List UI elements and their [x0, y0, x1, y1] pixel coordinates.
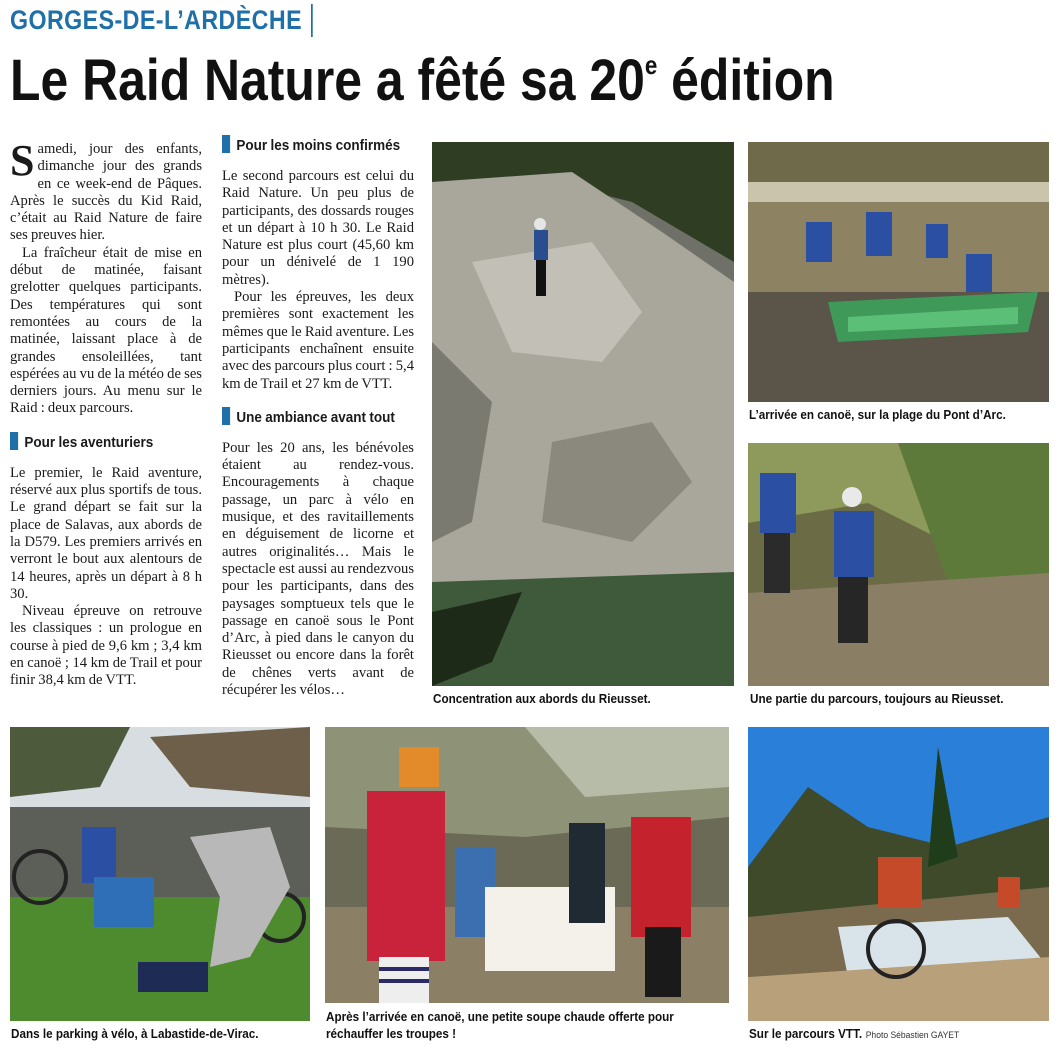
- photo-credit: Photo Sébastien GAYET: [865, 1030, 960, 1041]
- paragraph: Le second parcours est celui du Raid Nature. Un peu plus de participants, des dossards rouges et un départ à 10 h 30. Le Raid Nature est plus court (45,60 km pour un dénivelé de 1 190 mètres).: [222, 168, 414, 288]
- paragraph: Niveau épreuve on retrouve les classiques : un prologue en course à pied de 9,6 km ; 3,4 km en canoë ; 14 km de Trail et pour finir 38,4 km de VTT.: [10, 603, 202, 689]
- paragraph: Le premier, le Raid aventure, réservé aux plus sportifs de tous. Le grand départ se fait sur la place de Salavas, aux abords de la D579. Les premiers arrivés en verront le bout aux alentours de 14 heures, après un départ à 8 h 30.: [10, 464, 202, 602]
- paragraph: Samedi, jour des enfants, dimanche jour des grands en ce week-end de Pâques. Après le succès du Kid Raid, c’était au Raid Nature de faire ses preuves hier.: [10, 136, 202, 244]
- subheading-ambiance: Une ambiance avant tout: [222, 407, 395, 428]
- paragraph: Pour les 20 ans, les bénévoles étaient au rendez-vous. Encouragements à chaque passage, un parc à vélo en musique, et des ravitaillements en déguisement de licorne et autres originalités… Mais le spectacle est aussi au rendezvous pour les participants, dans des paysages somptueux tels que le passage en canoë sous le Pont d’Arc, à pied dans le canyon du Rieusset ou encore dans la forêt de chênes verts avant de récupérer les vélos…: [222, 439, 414, 699]
- article-column-1: [10, 136, 202, 690]
- subheading-aventuriers: Pour les aventuriers: [10, 432, 183, 453]
- drop-cap: S: [10, 136, 35, 185]
- photo-vtt-course: [748, 727, 1049, 1021]
- subhead-bar: [222, 407, 230, 425]
- subhead-bar: [10, 432, 18, 450]
- headline: Le Raid Nature a fêté sa 20e édition: [10, 48, 835, 113]
- photo-trail-rieusset: [748, 443, 1049, 686]
- photo-cliff-rieusset: [432, 142, 734, 686]
- article-column-2: [222, 133, 414, 699]
- paragraph: La fraîcheur était de mise en début de matinée, faisant grelotter quelques participants. Des températures qui sont remontées au cours de la matinée, laissant place à de grandes ensoleillées, tant espérées au vu de la météo de ses derniers jours. Au menu sur le Raid : deux parcours.: [10, 244, 202, 417]
- caption-cliff: Concentration aux abords du Rieusset.: [433, 691, 651, 706]
- photo-soup-refreshment: [325, 727, 729, 1003]
- paragraph: Pour les épreuves, les deux premières sont exactement les mêmes que le Raid aventure. Les participants enchaînent ensuite avec des parcours plus court : 5,4 km de Trail et 27 km de VTT.: [222, 289, 414, 392]
- section-kicker: GORGES-DE-L’ARDÈCHE: [10, 4, 312, 37]
- caption-parking: Dans le parking à vélo, à Labastide-de-Virac.: [11, 1026, 259, 1041]
- subheading-moins-confirmes: Pour les moins confirmés: [222, 135, 395, 156]
- subhead-bar: [222, 135, 230, 153]
- caption-trail: Une partie du parcours, toujours au Rieusset.: [750, 691, 1004, 706]
- caption-canoe: L’arrivée en canoë, sur la plage du Pont d’Arc.: [749, 407, 1006, 422]
- photo-canoe-arrival: [748, 142, 1049, 402]
- caption-vtt: Sur le parcours VTT. Photo Sébastien GAYET: [749, 1026, 960, 1041]
- photo-bike-parking: [10, 727, 310, 1021]
- caption-soup: Après l’arrivée en canoë, une petite soupe chaude offerte pour réchauffer les troupes !: [326, 1009, 674, 1041]
